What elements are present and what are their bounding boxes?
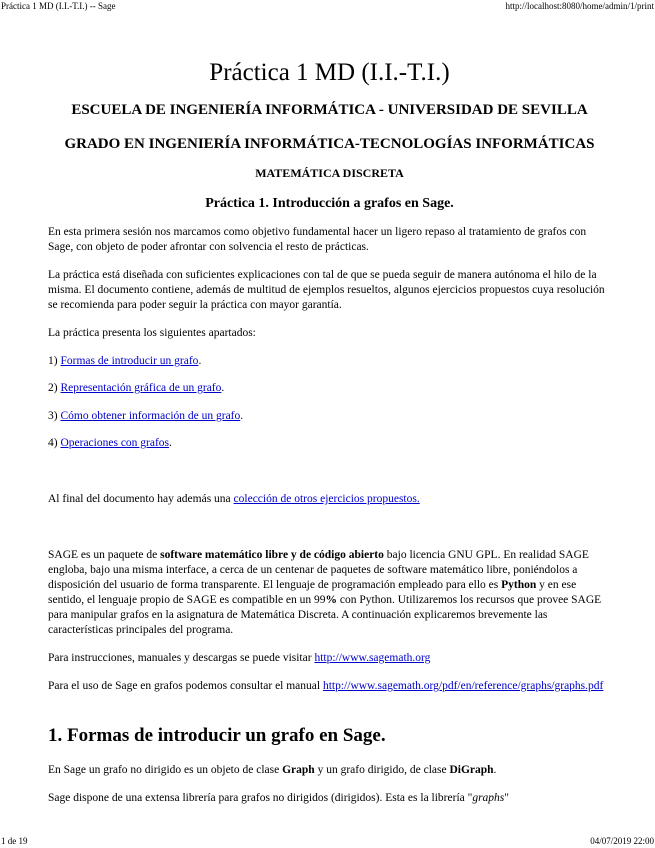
section-1-heading: 1. Formas de introducir un grafo en Sage. bbox=[48, 725, 386, 746]
school-subtitle: ESCUELA DE INGENIERÍA INFORMÁTICA - UNIVERSIDAD DE SEVILLA bbox=[71, 102, 588, 118]
list-item-2 bbox=[48, 381, 611, 396]
final-note-text: Al final del documento hay además una bbox=[48, 493, 234, 505]
print-footer-page: 1 de 19 bbox=[1, 836, 28, 846]
list-item-number: 4) bbox=[48, 437, 58, 449]
section-1-text-1: En Sage un grafo no dirigido es un objeto de clase bbox=[48, 764, 283, 776]
print-header-title: Práctica 1 MD (I.I.-T.I.) -- Sage bbox=[1, 1, 116, 11]
link-graphs-manual[interactable]: http://www.sagemath.org/pdf/en/reference/graphs/graphs.pdf bbox=[322, 680, 604, 692]
print-footer-date: 04/07/2019 22:00 bbox=[590, 836, 654, 846]
intro-paragraph-3: La práctica presenta los siguientes apartados: bbox=[48, 327, 256, 339]
degree-subtitle: GRADO EN INGENIERÍA INFORMÁTICA-TECNOLOGÍAS INFORMÁTICAS bbox=[64, 136, 595, 152]
list-item-1 bbox=[48, 354, 611, 369]
intro-paragraph-1: En esta primera sesión nos marcamos como objetivo fundamental hacer un ligero repaso al tratamiento de grafos con Sage, con objeto de poder afrontar con solvencia el resto de prácticas. bbox=[48, 226, 587, 253]
intro-paragraph-2: La práctica está diseñada con suficientes explicaciones con tal de que se pueda seguir de manera autónoma el hilo de la misma. El documento contiene, además de multitud de ejemplos resueltos, algunos ejercicios propuestos cuya resolución se recomienda para poder seguir la práctica con mayor garantía. bbox=[48, 269, 605, 311]
manual-paragraph bbox=[48, 679, 611, 694]
subject-subtitle: MATEMÁTICA DISCRETA bbox=[255, 166, 404, 180]
link-operaciones-grafos[interactable]: Operaciones con grafos bbox=[60, 437, 170, 449]
section-1-paragraph-1 bbox=[48, 763, 611, 778]
list-item-4 bbox=[48, 436, 611, 451]
section-1-text-5: " bbox=[504, 792, 509, 804]
list-item-number: 3) bbox=[48, 410, 58, 422]
section-1-italic-graphs: graphs bbox=[472, 792, 505, 804]
section-1-text-3: . bbox=[493, 764, 497, 776]
section-1-text-4: Sage dispone de una extensa librería para grafos no dirigidos (dirigidos). Esta es la librería " bbox=[48, 792, 473, 804]
sage-description bbox=[48, 548, 611, 638]
print-header-url: http://localhost:8080/home/admin/1/print bbox=[505, 1, 654, 11]
link-formas-introducir[interactable]: Formas de introducir un grafo bbox=[60, 355, 199, 367]
list-item-end: . bbox=[198, 355, 202, 367]
sage-text-4: con Python. Utilizaremos los recursos que provee SAGE para manipular grafos en la asignatura de Matemática Discreta. A continuación explicaremos brevemente las características principales del programa. bbox=[48, 594, 602, 636]
final-note bbox=[48, 492, 611, 507]
instructions-paragraph bbox=[48, 651, 611, 666]
list-item-end: . bbox=[240, 410, 244, 422]
list-item-3 bbox=[48, 409, 611, 424]
link-representacion-grafica[interactable]: Representación gráfica de un grafo bbox=[60, 382, 222, 394]
sage-bold-percent: % bbox=[325, 594, 338, 606]
link-otros-ejercicios[interactable]: colección de otros ejercicios propuestos. bbox=[233, 493, 420, 505]
list-item-end: . bbox=[169, 437, 172, 449]
manual-text: Para el uso de Sage en grafos podemos consultar el manual bbox=[48, 680, 323, 692]
instructions-text: Para instrucciones, manuales y descargas se puede visitar bbox=[48, 652, 315, 664]
sage-text-1: SAGE es un paquete de bbox=[48, 549, 161, 561]
list-item-number: 2) bbox=[48, 382, 58, 394]
link-obtener-informacion[interactable]: Cómo obtener información de un grafo bbox=[60, 410, 241, 422]
sage-bold-python: Python bbox=[501, 579, 537, 591]
page-title: Práctica 1 MD (I.I.-T.I.) bbox=[209, 59, 450, 86]
sage-text-3: y en ese sentido, el lenguaje propio de SAGE es compatible en un 99 bbox=[48, 579, 577, 606]
list-item-end: . bbox=[221, 382, 225, 394]
list-item-number: 1) bbox=[48, 355, 58, 367]
sage-text-2: bajo licencia GNU GPL. En realidad SAGE engloba, bajo una misma interface, a cerca de un centenar de paquetes de software matemático libre, poniéndolos a disposición del usuario de forma transparente. El lenguaje de programación empleado para ello es bbox=[48, 549, 589, 591]
section-1-bold-graph: Graph bbox=[282, 764, 315, 776]
link-sagemath[interactable]: http://www.sagemath.org bbox=[314, 652, 431, 664]
section-1-text-2: y un grafo dirigido, de clase bbox=[314, 764, 450, 776]
sage-bold-software-libre: software matemático libre y de código abierto bbox=[160, 549, 384, 561]
practice-subtitle: Práctica 1. Introducción a grafos en Sage. bbox=[205, 196, 454, 211]
section-1-bold-digraph: DiGraph bbox=[449, 764, 494, 776]
section-1-paragraph-2 bbox=[48, 791, 611, 806]
